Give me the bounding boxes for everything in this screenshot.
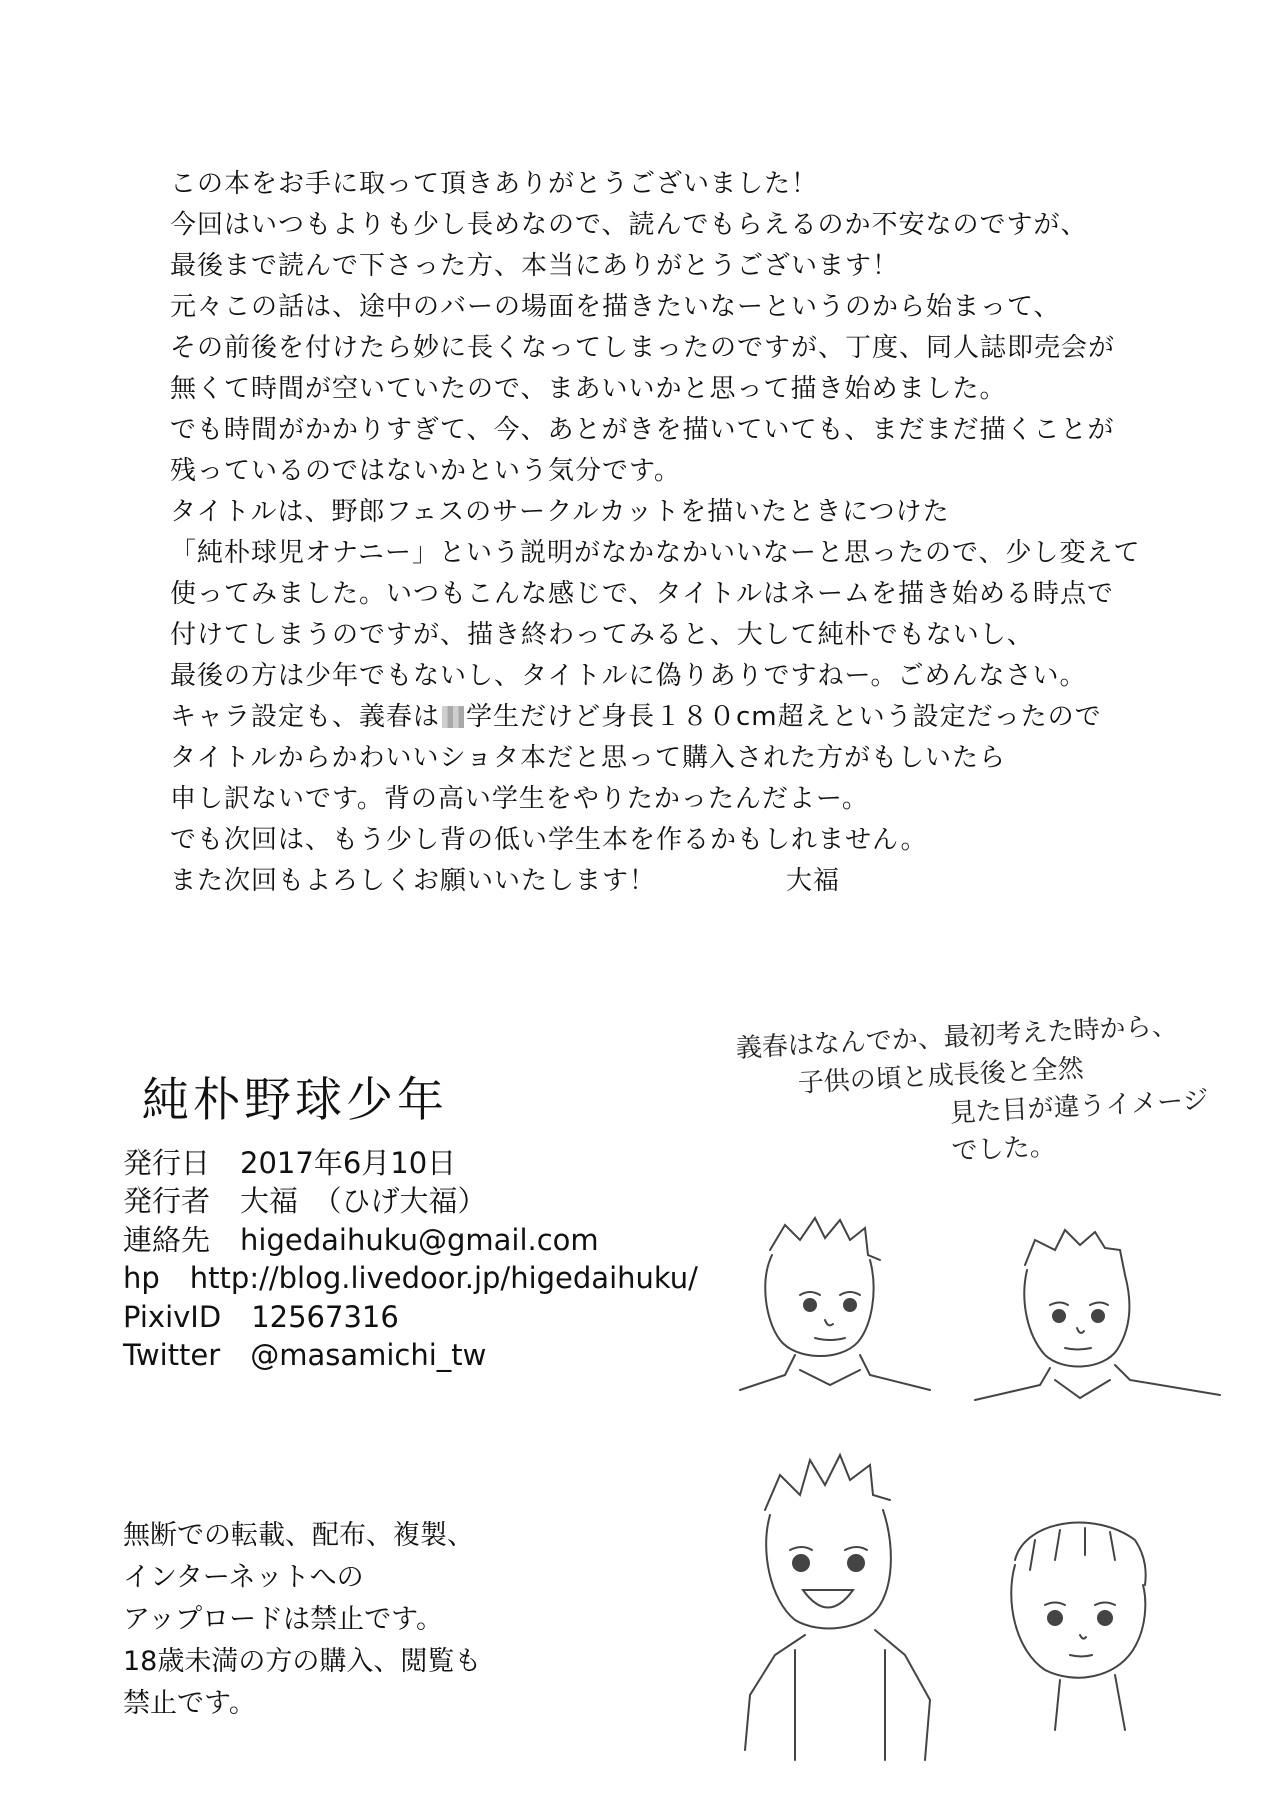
afterword-line-11: 使ってみました。いつもこんな感じで、タイトルはネームを描き始める時点で — [170, 579, 1114, 609]
colophon-key: 発行日 — [123, 1146, 211, 1180]
afterword — [170, 164, 1220, 902]
colophon-key: hp — [123, 1261, 160, 1296]
colophon-row-hp — [123, 1259, 698, 1297]
colophon-key: PixivID — [123, 1299, 222, 1334]
sketch-adult-side — [965, 1220, 1235, 1410]
afterword-line-2: 今回はいつもよりも少し長めなので、読んでもらえるのか不安なのですが、 — [170, 210, 1088, 240]
sketch-child-calm — [975, 1500, 1205, 1740]
colophon — [123, 1144, 698, 1374]
colophon-value: 大福 （ひげ大福） — [240, 1184, 487, 1219]
afterword-line-6: 無くて時間が空いていたので、まあいいかと思って描き始めました。 — [170, 374, 1007, 404]
sketch-adult-front — [700, 1210, 970, 1400]
notice-line-4: 18歳未満の方の購入、閲覧も — [123, 1646, 482, 1677]
sketch-child-smiling — [725, 1440, 965, 1770]
colophon-value: 12567316 — [251, 1299, 399, 1334]
colophon-row-pixiv — [123, 1298, 698, 1336]
afterword-line-8: 残っているのではないかという気分です。 — [170, 456, 681, 486]
afterword-line-3: 最後まで読んで下さった方、本当にありがとうございます！ — [170, 251, 900, 281]
handwritten-note-line-3: 見た目が違うイメージ — [948, 1085, 1210, 1129]
afterword-line-7: でも時間がかかりすぎて、今、あとがきを描いていても、まだまだ描くことが — [170, 415, 1115, 445]
afterword-line-17: でも次回は、もう少し背の低い学生本を作るかもしれません。 — [170, 825, 928, 855]
book-title: 純朴野球少年 — [142, 1073, 448, 1128]
afterword-closing-line — [170, 861, 1220, 902]
colophon-key: Twitter — [123, 1338, 221, 1373]
afterword-line-15: タイトルからかわいいショタ本だと思って購入された方がもしいたら — [170, 743, 1006, 773]
notice-line-5: 禁止です。 — [123, 1688, 256, 1719]
afterword-line-5: その前後を付けたら妙に長くなってしまったのですが、丁度、同人誌即売会が — [170, 333, 1116, 363]
colophon-value: @masamichi_tw — [250, 1338, 487, 1373]
afterword-line-10: 「純朴球児オナニー」という説明がなかなかいいなーと思ったので、少し変えて — [170, 538, 1141, 568]
handwritten-note-line-2: 子供の頃と成長後と全然 — [797, 1053, 1085, 1099]
afterword-line-9: タイトルは、野郎フェスのサークルカットを描いたときにつけた — [170, 497, 950, 527]
censor-mosaic — [442, 706, 464, 728]
afterword-closing: また次回もよろしくお願いいたします！ — [170, 866, 657, 896]
handwritten-note-line-4: でした。 — [950, 1131, 1057, 1167]
colophon-row-twitter — [123, 1336, 698, 1374]
afterword-line-14-part-a: キャラ設定も、義春は — [170, 702, 441, 732]
afterword-line-4: 元々この話は、途中のバーの場面を描きたいなーというのから始まって、 — [170, 292, 1061, 322]
handwritten-note-line-1: 義春はなんでか、最初考えた時から、 — [735, 1010, 1179, 1064]
copyright-notice — [123, 1515, 481, 1725]
afterword-line-16: 申し訳ないです。背の高い学生をやりたかったんだよー。 — [170, 784, 869, 814]
afterword-line-14 — [170, 697, 1220, 738]
afterword-signature: 大福 — [786, 866, 841, 896]
colophon-key: 連絡先 — [123, 1222, 211, 1257]
colophon-value: higedaihuku@gmail.com — [240, 1222, 599, 1257]
colophon-row-publisher — [123, 1182, 698, 1220]
colophon-value: http://blog.livedoor.jp/higedaihuku/ — [189, 1261, 698, 1296]
afterword-line-14-part-b: 学生だけど身長１８０cm超えという設定だったので — [466, 702, 1102, 732]
colophon-row-date — [123, 1144, 698, 1182]
notice-line-3: アップロードは禁止です。 — [123, 1604, 443, 1635]
afterword-line-1: この本をお手に取って頂きありがとうございました！ — [170, 169, 819, 199]
afterword-line-12: 付けてしまうのですが、描き終わってみると、大して純朴でもないし、 — [170, 620, 1034, 650]
notice-line-2: インターネットへの — [123, 1562, 364, 1593]
colophon-value: 2017年6月10日 — [240, 1146, 457, 1180]
afterword-line-13: 最後の方は少年でもないし、タイトルに偽りありですねー。ごめんなさい。 — [170, 661, 1087, 691]
handwritten-note — [735, 1004, 1242, 1182]
colophon-key: 発行者 — [123, 1184, 211, 1219]
colophon-row-contact — [123, 1221, 698, 1259]
notice-line-1: 無断での転載、配布、複製、 — [123, 1520, 474, 1551]
